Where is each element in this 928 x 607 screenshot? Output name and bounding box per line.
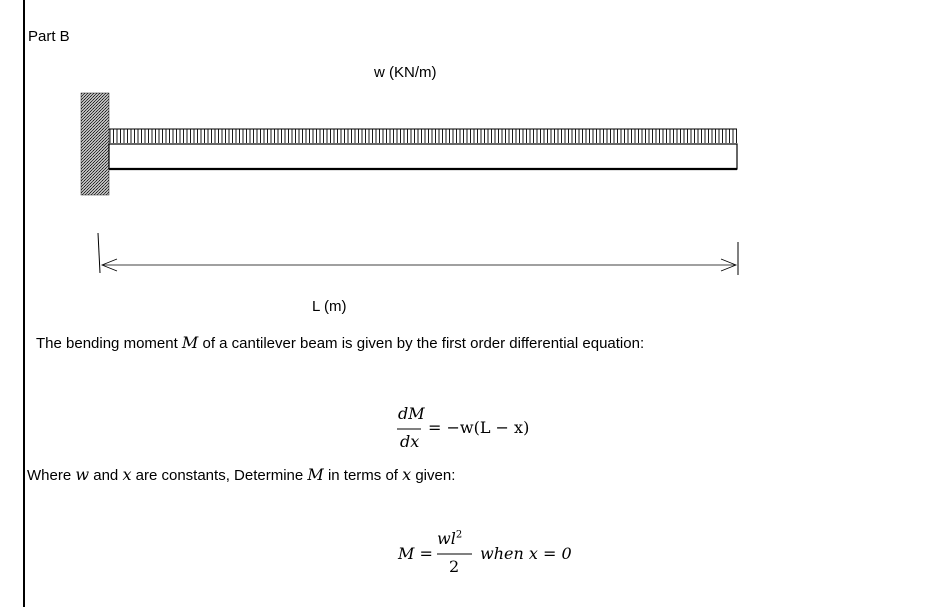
where-text-4: in terms of <box>323 467 403 484</box>
load-label: w (KN/m) <box>374 64 437 81</box>
intro-text-before: The bending moment <box>36 335 182 352</box>
eq2-numerator <box>437 529 462 548</box>
where-line <box>27 465 455 484</box>
eq2-lhs: M = <box>398 544 433 563</box>
problem-intro <box>36 333 644 352</box>
eq2-numerator-text: wl <box>437 529 456 548</box>
eq1-rhs: = −w(L − x) <box>428 418 530 437</box>
eq2-exponent: 2 <box>455 529 463 541</box>
where-var-x: x <box>122 465 132 484</box>
where-text-1: Where <box>27 467 76 484</box>
where-var-x2: x <box>402 465 412 484</box>
where-text-5: given: <box>411 467 456 484</box>
where-text-3: are constants, Determine <box>131 467 308 484</box>
length-label: L (m) <box>312 298 347 315</box>
where-text-2: and <box>89 467 123 484</box>
eq1-denominator: dx <box>400 432 420 451</box>
eq1-numerator: dM <box>398 404 425 423</box>
part-label: Part B <box>28 28 70 45</box>
where-var-m: M <box>307 465 324 484</box>
length-dimension <box>98 233 738 275</box>
distributed-load <box>110 129 737 143</box>
eq2-denominator: 2 <box>449 557 460 576</box>
intro-var-m: M <box>181 333 199 352</box>
intro-text-after: of a cantilever beam is given by the first order differential equation: <box>198 335 645 352</box>
where-var-w: w <box>75 465 90 484</box>
eq2-condition: when x = 0 <box>480 544 572 563</box>
fixed-wall-support <box>81 93 109 195</box>
beam <box>109 144 737 169</box>
